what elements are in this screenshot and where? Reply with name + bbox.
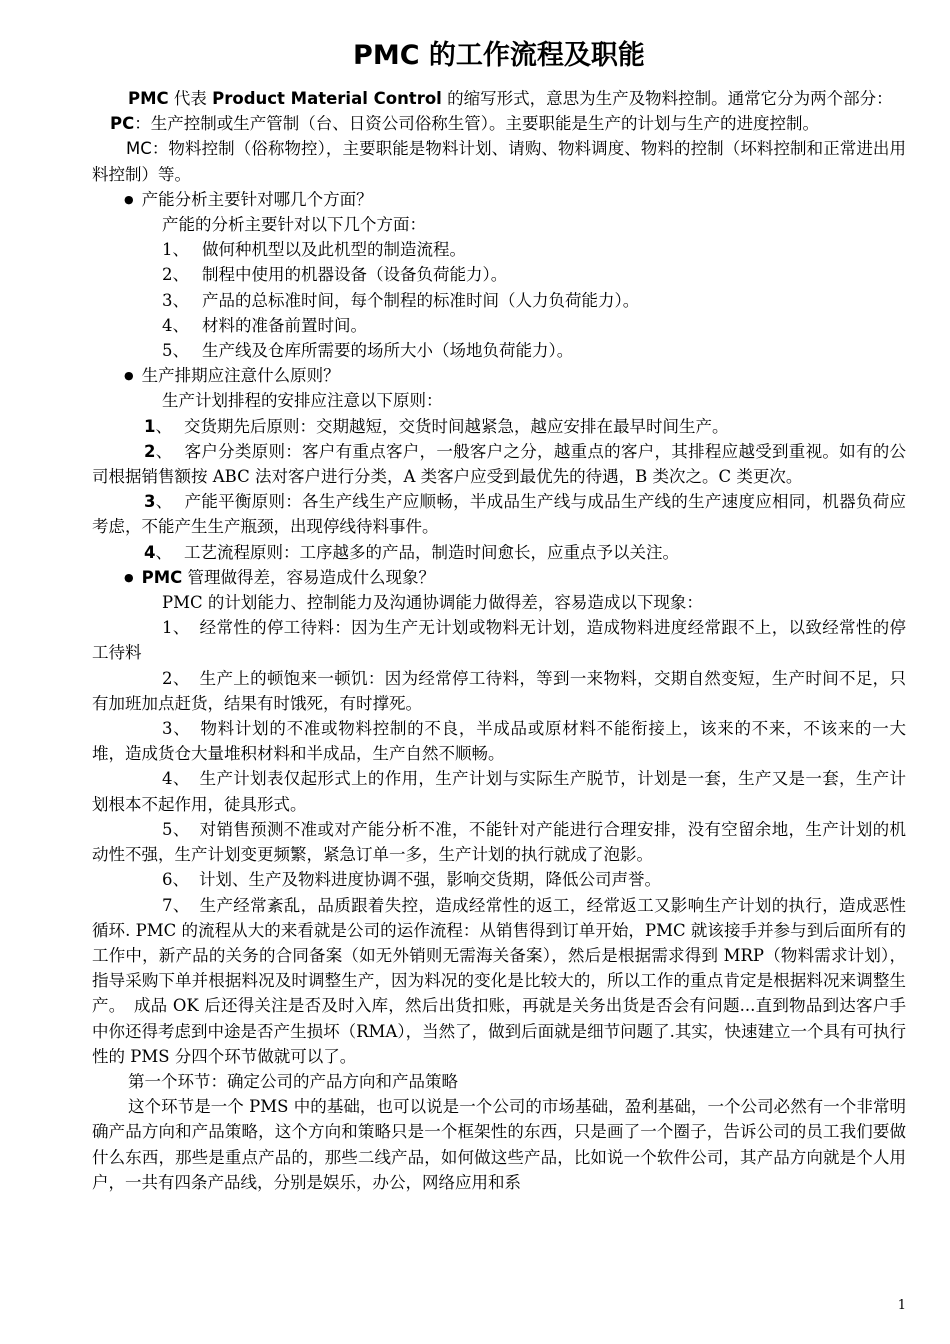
q3-item-text: 生产经常紊乱，品质跟着失控，造成经常性的返工，经常返工又影响生产计划的执行，造成恶性循环. PMC 的流程从大的来看就是公司的运作流程：从销售得到订单开始，PMC 就该接手并参与到后面所有的工作中，新产品的关务的合同备案（如无外销则无需海关备案），然后是根据需求得到 MRP（物料需求计划），指导采购下单并根据料况及时调整生产，因为料况的变化是比较大的，所以工作的重点肯定是根据料况来调整生产。 成品 OK 后还得关注是否及时入库，然后出货扣账，再就是关务出货是否会有问题...直到物品到达客户手中你还得考虑到中途是否产生损坏（RMA），当然了，做到后面就是细节问题了.其实，快速建立一个具有可执行性的 PMS 分四个环节做就可以了。 (92, 895, 907, 1066)
q3-item-text: 物料计划的不准或物料控制的不良，半成品或原材料不能衔接上，该来的不来，不该来的一大堆，造成货仓大量堆积材料和半成品，生产自然不顺畅。 (92, 719, 907, 764)
q3-list-item (92, 666, 906, 716)
q3-list-item (92, 867, 906, 892)
q3-item-text: 对销售预测不准或对产能分析不准，不能针对产能进行合理安排，没有空留余地，生产计划的机动性不强，生产计划变更频繁，紧急订单一多，生产计划的执行就成了泡影。 (92, 819, 907, 865)
q3-lead: PMC 的计划能力、控制能力及沟通协调能力做得差，容易造成以下现象： (162, 593, 703, 613)
pc-paragraph: PC：生产控制或生产管制（台、日资公司俗称生管）。主要职能是生产的计划与生产的进度控制。 (110, 114, 819, 134)
q2-item-text: 工艺流程原则：工序越多的产品，制造时间愈长，应重点予以关注。 (183, 542, 679, 562)
q1-item-number: 3、 (162, 290, 189, 310)
q1-list-item (92, 288, 906, 313)
q3-item-number: 3、 (162, 719, 191, 739)
q3-item-number: 4、 (162, 769, 190, 789)
q2-item-separator: 、 (155, 492, 173, 512)
document-page (92, 36, 906, 1195)
q2-item-number: 3 (144, 492, 156, 512)
q2-item-text: 客户分类原则：客户有重点客户，一般客户之分，越重点的客户，其排程应越受到重视。如有的公司根据销售额按 ABC 法对客户进行分类，A 类客户应受到最优先的待遇，B 类次之。C 类更次。 (92, 441, 907, 487)
q1-item-text: 做何种机型以及此机型的制造流程。 (202, 240, 466, 260)
q3-item-number: 6、 (162, 870, 189, 890)
page-title: PMC 的工作流程及职能 (353, 40, 645, 71)
q2-item-separator: 、 (155, 416, 172, 436)
q2-list-item (92, 439, 906, 489)
q1-bullet: ● 产能分析主要针对哪几个方面？ (92, 187, 906, 212)
q3-list-item (92, 615, 906, 665)
q3-item-number: 2、 (162, 668, 190, 688)
q3-item-text: 生产计划表仅起形式上的作用，生产计划与实际生产脱节，计划是一套，生产又是一套，生产计划根本不起作用，徒具形式。 (92, 769, 907, 814)
q2-item-text: 交货期先后原则：交期越短，交货时间越紧急，越应安排在最早时间生产。 (183, 416, 729, 436)
q1-list-item (92, 313, 906, 338)
q1-list-item (92, 338, 906, 363)
q2-item-number: 4 (144, 542, 156, 562)
q3-item-number: 7、 (162, 895, 190, 915)
q1-list-item (92, 262, 906, 287)
q3-item-text: 生产上的顿饱来一顿饥：因为经常停工待料，等到一来物料，交期自然变短，生产时间不足，只有加班加点赶货，结果有时饿死，有时撑死。 (92, 668, 907, 713)
page-number: 1 (897, 1298, 906, 1313)
q1-item-text: 产品的总标准时间，每个制程的标准时间（人力负荷能力）。 (202, 290, 640, 310)
q1-item-text: 制程中使用的机器设备（设备负荷能力）。 (202, 265, 508, 285)
q1-item-text: 材料的准备前置时间。 (202, 315, 367, 335)
q3-list-item (92, 817, 906, 867)
q2-bullet: ● 生产排期应注意什么原则？ (92, 363, 906, 388)
q3-item-text: 经常性的停工待料：因为生产无计划或物料无计划，造成物料进度经常跟不上，以致经常性的停工待料 (92, 618, 907, 663)
q2-list-item (92, 489, 906, 539)
q3-list-item (92, 893, 906, 1069)
q1-item-number: 5、 (162, 341, 189, 361)
q3-item-number: 5、 (162, 819, 190, 839)
q1-list-item (92, 237, 906, 262)
q1-item-number: 1、 (162, 240, 189, 260)
q2-item-text: 产能平衡原则：各生产线生产应顺畅，半成品生产线与成品生产线的生产速度应相同，机器负荷应考虑，不能产生生产瓶颈，出现停线待料事件。 (92, 492, 907, 537)
q1-item-text: 生产线及仓库所需要的场所大小（场地负荷能力）。 (202, 341, 574, 361)
q2-item-separator: 、 (155, 542, 172, 562)
mc-paragraph: MC：物料控制（俗称物控），主要职能是物料计划、请购、物料调度、物料的控制（坏料控制和正常进出用料控制）等。 (92, 139, 906, 184)
q3-item-number: 1、 (162, 618, 190, 638)
q1-lead: 产能的分析主要针对以下几个方面： (162, 215, 426, 235)
q2-item-number: 2 (144, 441, 156, 461)
q3-list-item (92, 766, 906, 816)
q2-item-number: 1 (144, 416, 156, 436)
section1-heading: 第一个环节：确定公司的产品方向和产品策略 (128, 1071, 458, 1091)
section1-body: 这个环节是一个 PMS 中的基础，也可以说是一个公司的市场基础，盈利基础，一个公司必然有一个非常明确产品方向和产品策略，这个方向和策略只是一个框架性的东西，只是画了一个圈子，告诉公司的员工我们要做什么东西，那些是重点产品的，那些二线产品，如何做这些产品，比如说一个软件公司，其产品方向就是个人用户，一共有四条产品线，分别是娱乐，办公，网络应用和系 (92, 1097, 906, 1192)
q3-list-item (92, 716, 906, 766)
q2-list-item (92, 414, 906, 439)
intro-paragraph: PMC 代表 Product Material Control 的缩写形式，意思为生产及物料控制。通常它分为两个部分： (128, 89, 893, 108)
q2-list-item (92, 540, 906, 565)
q3-item-text: 计划、生产及物料进度协调不强，影响交货期，降低公司声誉。 (199, 870, 661, 890)
q3-bullet: ● PMC 管理做得差，容易造成什么现象？ (92, 565, 906, 590)
q2-lead: 生产计划排程的安排应注意以下原则： (162, 391, 443, 411)
q2-item-separator: 、 (155, 441, 173, 461)
q1-item-number: 4、 (162, 315, 189, 335)
q1-item-number: 2、 (162, 265, 189, 285)
